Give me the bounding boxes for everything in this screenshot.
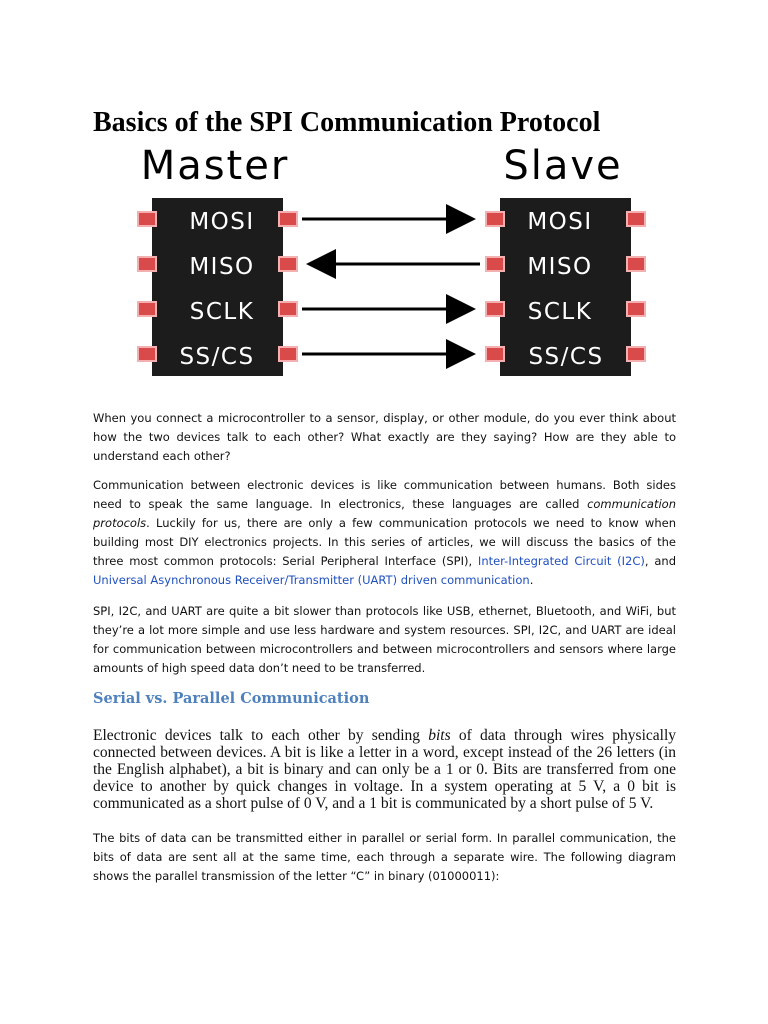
master-pin-label-mosi: MOSI <box>189 209 255 235</box>
slave-pin <box>627 302 645 316</box>
master-pin <box>279 302 297 316</box>
slave-pin <box>627 347 645 361</box>
slave-pin-label-mosi: MOSI <box>527 209 593 235</box>
slave-pin <box>627 257 645 271</box>
protocols-paragraph: Communication between electronic devices is like communication between humans. Both sides need to speak the same language. In electronics, these languages are called communication protocols. Luckily for us, there are only a few communication protocols we need to know when building most DIY electronics projects. In this series of articles, we will discuss the basics of the three most common protocols: Serial Peripheral Interface (SPI), Inter-Integrated Circuit (I2C), and Universal Asynchronous Receiver/Transmitter (UART) driven communication. <box>93 478 677 587</box>
master-pin-label-miso: MISO <box>189 254 255 280</box>
slave-pin <box>486 347 504 361</box>
slave-pin-label-sscs: SS/CS <box>528 344 604 370</box>
slave-label: Slave <box>503 143 623 189</box>
master-label: Master <box>140 143 290 189</box>
spi-diagram <box>0 140 768 390</box>
master-pin <box>138 302 156 316</box>
master-pin <box>138 212 156 226</box>
master-pin-label-sclk: SCLK <box>189 299 255 325</box>
link-uart[interactable]: Universal Asynchronous Receiver/Transmitter (UART) driven communication <box>93 573 530 587</box>
section-heading: Serial vs. Parallel Communication <box>93 690 370 707</box>
master-pin <box>138 347 156 361</box>
comparison-paragraph: SPI, I2C, and UART are quite a bit slower than protocols like USB, ethernet, Bluetooth, and WiFi, but they’re a lot more simple and use less hardware and system resources. SPI, I2C, and UART are ideal for communication between microcontrollers and between microcontrollers and sensors where large amounts of high speed data don’t need to be transferred. <box>93 604 676 675</box>
italic-term: communication protocols <box>93 497 676 530</box>
master-pin <box>279 257 297 271</box>
master-pin-label-sscs: SS/CS <box>179 344 255 370</box>
italic-bits: bits <box>428 727 451 744</box>
slave-pin <box>486 257 504 271</box>
master-pin <box>279 347 297 361</box>
slave-pin <box>486 212 504 226</box>
bits-paragraph: Electronic devices talk to each other by sending bits of data through wires physically connected between devices. A bit is like a letter in a word, except instead of the 26 letters (in the English alphabet), a bit is binary and can only be a 1 or 0. Bits are transferred from one device to another by quick changes in voltage. In a system operating at 5 V, a 0 bit is communicated as a short pulse of 0 V, and a 1 bit is communicated by a short pulse of 5 V. <box>93 727 676 812</box>
link-i2c[interactable]: Inter-Integrated Circuit (I2C) <box>477 554 645 568</box>
slave-pin <box>627 212 645 226</box>
slave-pin-label-sclk: SCLK <box>527 299 593 325</box>
master-pin <box>279 212 297 226</box>
page-title: Basics of the SPI Communication Protocol <box>93 106 601 138</box>
parallel-paragraph: The bits of data can be transmitted either in parallel or serial form. In parallel communication, the bits of data are sent all at the same time, each through a separate wire. The following diagram shows the parallel transmission of the letter “C” in binary (01000011): <box>93 831 676 883</box>
master-pin <box>138 257 156 271</box>
intro-paragraph: When you connect a microcontroller to a sensor, display, or other module, do you ever think about how the two devices talk to each other? What exactly are they saying? How are they able to understand each other? <box>93 411 676 463</box>
slave-pin-label-miso: MISO <box>527 254 593 280</box>
slave-pin <box>486 302 504 316</box>
